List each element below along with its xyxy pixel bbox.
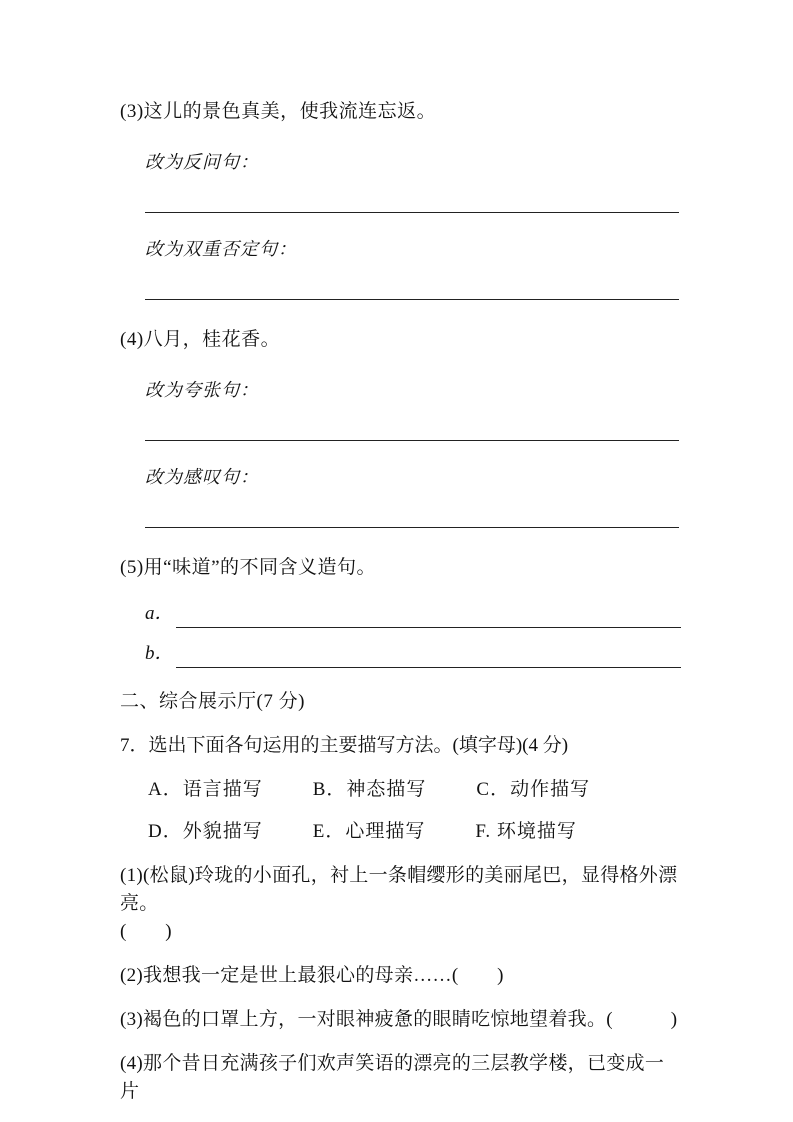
q7-options-row-2 (148, 818, 681, 846)
q7-options-row-1 (148, 776, 681, 804)
section-2-heading: 二、综合展示厅(7 分) (120, 691, 305, 712)
q4-prompt-exclamatory: 改为感叹句： (145, 467, 259, 487)
q5-item-b-blank (176, 639, 681, 668)
question-4-block (120, 326, 681, 528)
q3-prompt-double-negative: 改为双重否定句： (145, 239, 297, 259)
q7-item-3: (3)褐色的口罩上方，一对眼神疲惫的眼睛吃惊地望着我。( ) (120, 1009, 678, 1030)
q4-prompt-hyperbole: 改为夸张句： (145, 380, 259, 400)
question-5-block (120, 554, 681, 668)
q5-item-a-label: a． (145, 603, 174, 624)
question-3-block (120, 98, 681, 300)
q5-item-a-blank (176, 599, 681, 628)
q7-option-b: B．神态描写 (312, 779, 427, 800)
q7-item-4: (4)那个昔日充满孩子们欢声笑语的漂亮的三层教学楼，已变成一片 (120, 1053, 665, 1102)
question-5-stem: (5)用“味道”的不同含义造句。 (120, 557, 377, 578)
q5-item-b-label: b． (145, 643, 174, 664)
question-3-stem: (3)这儿的景色真美，使我流连忘返。 (120, 101, 437, 122)
question-7-block (120, 732, 681, 1106)
q3-prompt-rhetorical: 改为反问句： (145, 152, 259, 172)
q7-option-e: E．心理描写 (312, 821, 426, 842)
q3-blank-double-negative (145, 263, 679, 300)
q4-blank-exclamatory (145, 491, 679, 528)
q7-option-d: D．外貌描写 (148, 821, 263, 842)
q5-item-b (145, 638, 681, 668)
question-7-stem: 7．选出下面各句运用的主要描写方法。(填字母)(4 分) (120, 735, 569, 756)
q7-item-2: (2)我想我一定是世上最狠心的母亲……( ) (120, 965, 504, 986)
q4-blank-hyperbole (145, 404, 679, 441)
q7-item-1: (1)(松鼠)玲珑的小面孔，衬上一条帽缨形的美丽尾巴，显得格外漂亮。 (120, 865, 678, 914)
question-4-stem: (4)八月，桂花香。 (120, 329, 281, 350)
q7-option-a: A．语言描写 (148, 779, 263, 800)
q5-item-a (145, 598, 681, 628)
q7-option-c: C．动作描写 (476, 779, 591, 800)
q3-blank-rhetorical (145, 176, 679, 213)
q7-option-f: F. 环境描写 (475, 821, 577, 842)
q7-item-1-answer-blank: ( ) (120, 921, 172, 942)
